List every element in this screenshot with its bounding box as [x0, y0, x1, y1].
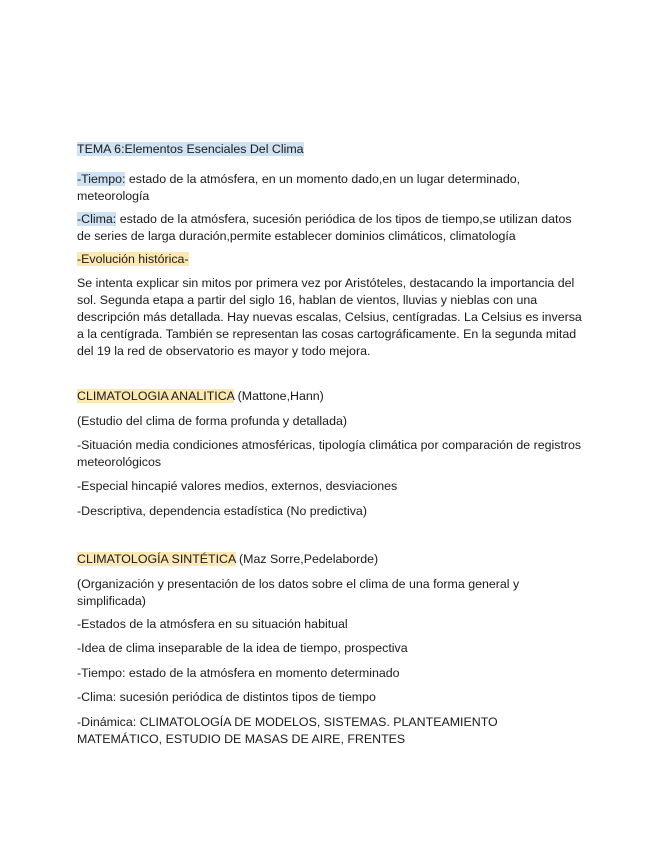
- document-title: [77, 141, 582, 158]
- sintetica-item: -Idea de clima inseparable de la idea de tiempo, prospectiva: [77, 641, 408, 655]
- tiempo-paragraph: [77, 171, 582, 205]
- sintetica-item: -Tiempo: estado de la atmósfera en momento determinado: [77, 666, 400, 680]
- evolucion-label: -Evolución histórica-: [77, 252, 189, 266]
- sintetica-item: (Organización y presentación de los datos sobre el clima de una forma general y simplificada): [77, 577, 520, 608]
- analitica-item: (Estudio del clima de forma profunda y detallada): [77, 414, 347, 428]
- analitica-heading-label: CLIMATOLOGIA ANALITICA: [77, 389, 235, 403]
- evolucion-heading: [77, 251, 582, 268]
- analitica-authors: (Mattone,Hann): [234, 389, 324, 403]
- sintetica-item: -Clima: sucesión periódica de distintos tipos de tiempo: [77, 690, 376, 704]
- analitica-item: -Especial hincapié valores medios, externos, desviaciones: [77, 479, 398, 493]
- sintetica-heading: [77, 551, 582, 568]
- tiempo-label: -Tiempo:: [77, 172, 126, 186]
- clima-label: -Clima:: [77, 212, 117, 226]
- evolucion-paragraph: Se intenta explicar sin mitos por primera vez por Aristóteles, destacando la importancia del sol. Segunda etapa a partir del siglo 16, hablan de vientos, lluvias y nieblas con una descripción más detallada. Hay nuevas escalas, Celsius, centígradas. La Celsius es inversa a la centígrada. También se representan las cosas cartográficamente. En la segunda mitad del 19 la red de observatorio es mayor y todo mejora.: [77, 276, 582, 358]
- analitica-heading: [77, 388, 582, 405]
- sintetica-item: -Dinámica: CLIMATOLOGÍA DE MODELOS, SISTEMAS. PLANTEAMIENTO MATEMÁTICO, ESTUDIO DE MASAS DE AIRE, FRENTES: [77, 715, 498, 746]
- clima-paragraph: [77, 211, 582, 245]
- analitica-item: -Situación media condiciones atmosféricas, tipología climática por comparación de registros meteorológicos: [77, 438, 582, 469]
- sintetica-heading-label: CLIMATOLOGÍA SINTÉTICA: [77, 552, 236, 566]
- tiempo-text: estado de la atmósfera, en un momento dado,en un lugar determinado, meteorología: [77, 172, 521, 203]
- title-highlight: TEMA 6:Elementos Esenciales Del Clima: [77, 142, 304, 156]
- clima-text: estado de la atmósfera, sucesión periódica de los tipos de tiempo,se utilizan datos de series de larga duración,permite establecer dominios climáticos, climatología: [77, 212, 572, 243]
- sintetica-item: -Estados de la atmósfera en su situación habitual: [77, 617, 348, 631]
- analitica-item: -Descriptiva, dependencia estadística (No predictiva): [77, 504, 367, 518]
- sintetica-authors: (Maz Sorre,Pedelaborde): [235, 552, 379, 566]
